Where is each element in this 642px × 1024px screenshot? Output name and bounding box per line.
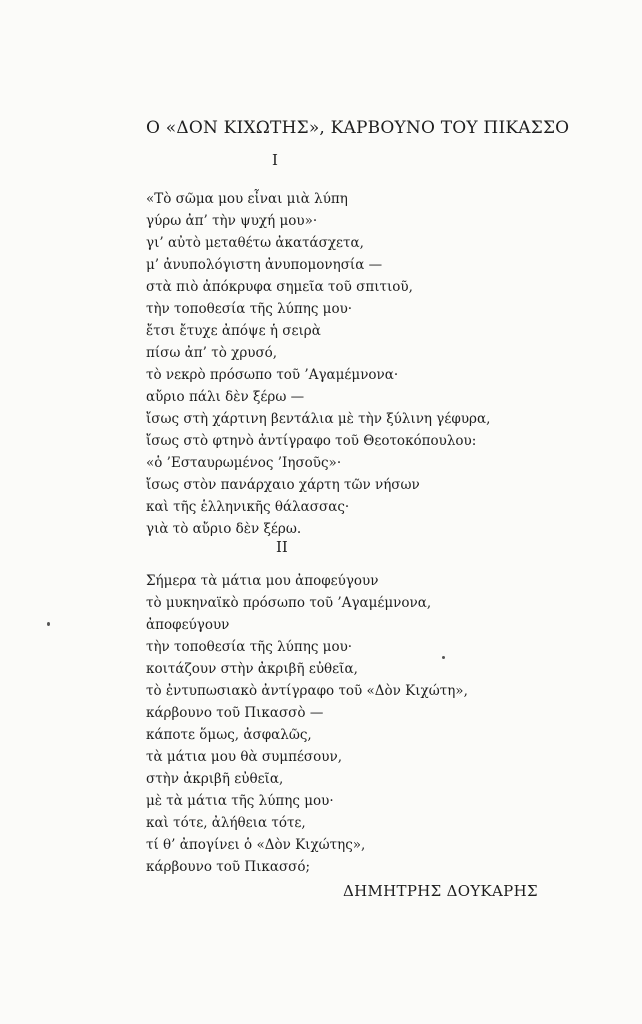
poem-line: τί θ’ ἀπογίνει ὁ «Δὸν Κιχώτης», — [146, 837, 366, 853]
paper-speck — [442, 656, 445, 659]
poem-line: ἴσως στὸ φτηνὸ ἀντίγραφο τοῦ Θεοτοκόπουλου: — [146, 433, 477, 449]
poem-line: «ὁ ’Εσταυρωμένος ’Ιησοῦς»· — [146, 455, 342, 471]
poem-title: Ο «ΔΟΝ ΚΙΧΩΤΗΣ», ΚΑΡΒΟΥΝΟ ΤΟΥ ΠΙΚΑΣΣΟ — [146, 118, 570, 138]
poem-line: τὸ νεκρὸ πρόσωπο τοῦ ’Αγαμέμνονα· — [146, 367, 399, 383]
paper-speck — [47, 622, 50, 626]
poem-line: Σήμερα τὰ μάτια μου ἀποφεύγουν — [146, 573, 379, 589]
poem-line: μὲ τὰ μάτια τῆς λύπης μου· — [146, 793, 334, 809]
poem-line: αὔριο πάλι δὲν ξέρω — — [146, 389, 305, 405]
poem-line: πίσω ἀπ’ τὸ χρυσό, — [146, 345, 278, 361]
stanza-1 — [146, 188, 490, 540]
poem-line: τὴν τοποθεσία τῆς λύπης μου· — [146, 639, 353, 655]
poem-line: καὶ τῆς ἑλληνικῆς θάλασσας· — [146, 499, 350, 515]
section-numeral-1: I — [272, 151, 278, 169]
author-signature: ΔΗΜΗΤΡΗΣ ΔΟΥΚΑΡΗΣ — [343, 882, 538, 900]
stanza-2 — [146, 570, 468, 878]
poem-line: γύρω ἀπ’ τὴν ψυχή μου»· — [146, 213, 318, 229]
poem-line: μ’ ἀνυπολόγιστη ἀνυπομονησία — — [146, 257, 383, 273]
poem-line: ἔτσι ἔτυχε ἀπόψε ἡ σειρὰ — [146, 323, 321, 339]
poem-line: «Τὸ σῶμα μου εἶναι μιὰ λύπη — [146, 191, 348, 207]
poem-line: ἀποφεύγουν — [146, 617, 230, 633]
section-numeral-2: II — [276, 538, 288, 556]
poem-line: τὴν τοποθεσία τῆς λύπης μου· — [146, 301, 353, 317]
poem-line: καὶ τότε, ἀλήθεια τότε, — [146, 815, 306, 831]
poem-line: κάρβουνο τοῦ Πικασσό; — [146, 859, 311, 875]
poem-line: τὸ ἐντυπωσιακὸ ἀντίγραφο τοῦ «Δὸν Κιχώτη», — [146, 683, 468, 699]
poem-line: γι’ αὐτὸ μεταθέτω ἀκατάσχετα, — [146, 235, 364, 251]
poem-line: κάρβουνο τοῦ Πικασσὸ — — [146, 705, 324, 721]
poem-line: τὰ μάτια μου θὰ συμπέσουν, — [146, 749, 342, 765]
poem-line: κάποτε ὅμως, ἀσφαλῶς, — [146, 727, 312, 743]
poem-line: ἴσως στὸν πανάρχαιο χάρτη τῶν νήσων — [146, 477, 420, 493]
poem-line: στὴν ἀκριβῆ εὐθεῖα, — [146, 771, 284, 787]
poem-line: γιὰ τὸ αὔριο δὲν ξέρω. — [146, 521, 302, 537]
poem-line: στὰ πιὸ ἀπόκρυφα σημεῖα τοῦ σπιτιοῦ, — [146, 279, 413, 295]
poem-line: κοιτάζουν στὴν ἀκριβῆ εὐθεῖα, — [146, 661, 358, 677]
poem-line: τὸ μυκηναϊκὸ πρόσωπο τοῦ ’Αγαμέμνονα, — [146, 595, 432, 611]
poem-line: ἴσως στὴ χάρτινη βεντάλια μὲ τὴν ξύλινη γέφυρα, — [146, 411, 491, 427]
